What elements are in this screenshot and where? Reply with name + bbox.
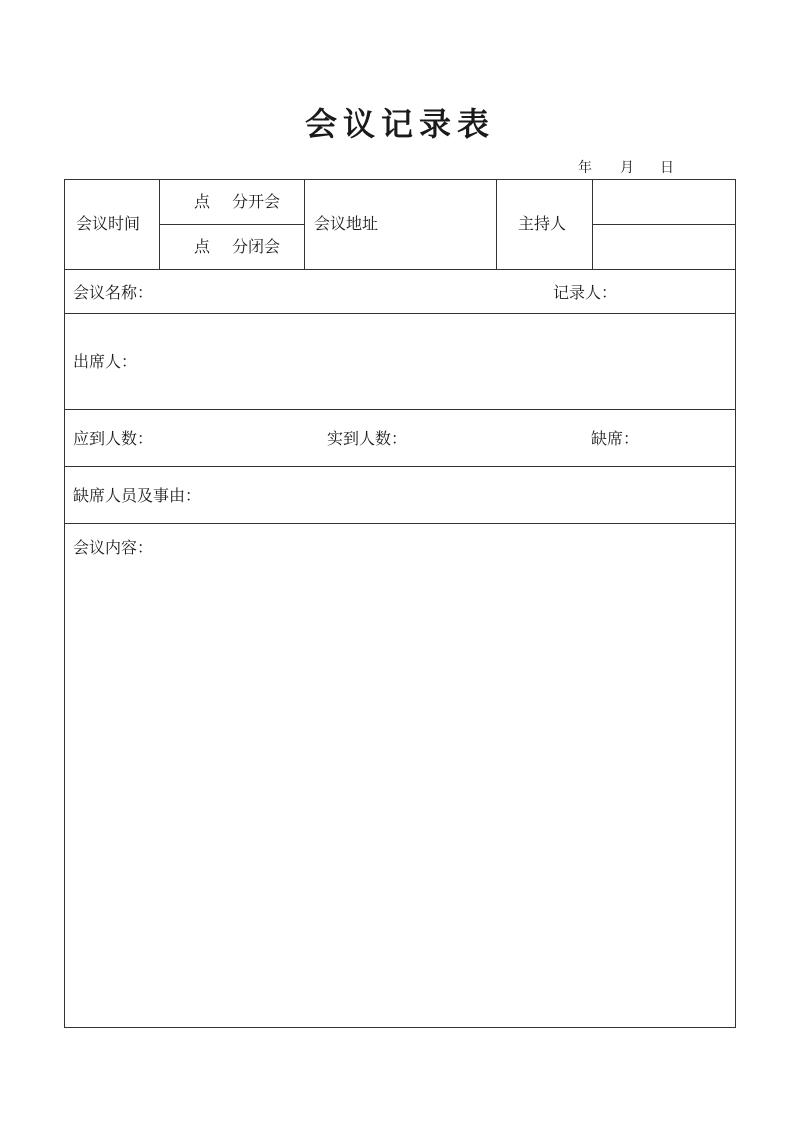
date-day-label: 日: [660, 160, 674, 176]
end-hour-label: 点: [194, 237, 211, 256]
meeting-name-field[interactable]: [157, 270, 537, 313]
end-minute-label: 分闭会: [232, 237, 281, 256]
recorder-field[interactable]: [621, 270, 731, 313]
start-hour-label: 点: [194, 192, 211, 211]
host-label: 主持人: [518, 214, 567, 233]
absentees-label: 缺席人员及事由：: [73, 486, 202, 505]
start-minute-label: 分开会: [232, 192, 281, 211]
divider-v: [496, 180, 497, 269]
meeting-content-label: 会议内容：: [73, 538, 154, 557]
actual-count-label: 实到人数：: [327, 429, 408, 448]
actual-count-field[interactable]: [411, 410, 581, 466]
meeting-content-field[interactable]: [73, 565, 729, 1020]
start-time-field[interactable]: [160, 180, 304, 224]
meeting-location-field[interactable]: [395, 180, 495, 269]
meeting-location-label: 会议地址: [314, 214, 379, 233]
meeting-time-label: 会议时间: [76, 214, 141, 233]
end-time-field[interactable]: [160, 225, 304, 269]
attendees-field[interactable]: [141, 314, 731, 409]
date-line: [578, 158, 698, 178]
expected-count-field[interactable]: [157, 410, 317, 466]
meeting-name-label: 会议名称：: [73, 283, 154, 302]
attendees-label: 出席人：: [73, 352, 138, 371]
absent-count-field[interactable]: [643, 410, 731, 466]
date-month-label: 月: [620, 160, 634, 176]
absentees-field[interactable]: [211, 467, 731, 523]
page-title: 会议记录表: [304, 105, 495, 143]
host-field-1[interactable]: [593, 180, 735, 224]
divider-v: [304, 180, 305, 269]
absent-count-label: 缺席：: [591, 429, 640, 448]
row-divider: [65, 523, 735, 524]
date-year-label: 年: [578, 160, 592, 176]
recorder-label: 记录人：: [553, 283, 618, 302]
expected-count-label: 应到人数：: [73, 429, 154, 448]
host-field-2[interactable]: [593, 225, 735, 269]
meeting-record-form: [64, 179, 736, 1028]
